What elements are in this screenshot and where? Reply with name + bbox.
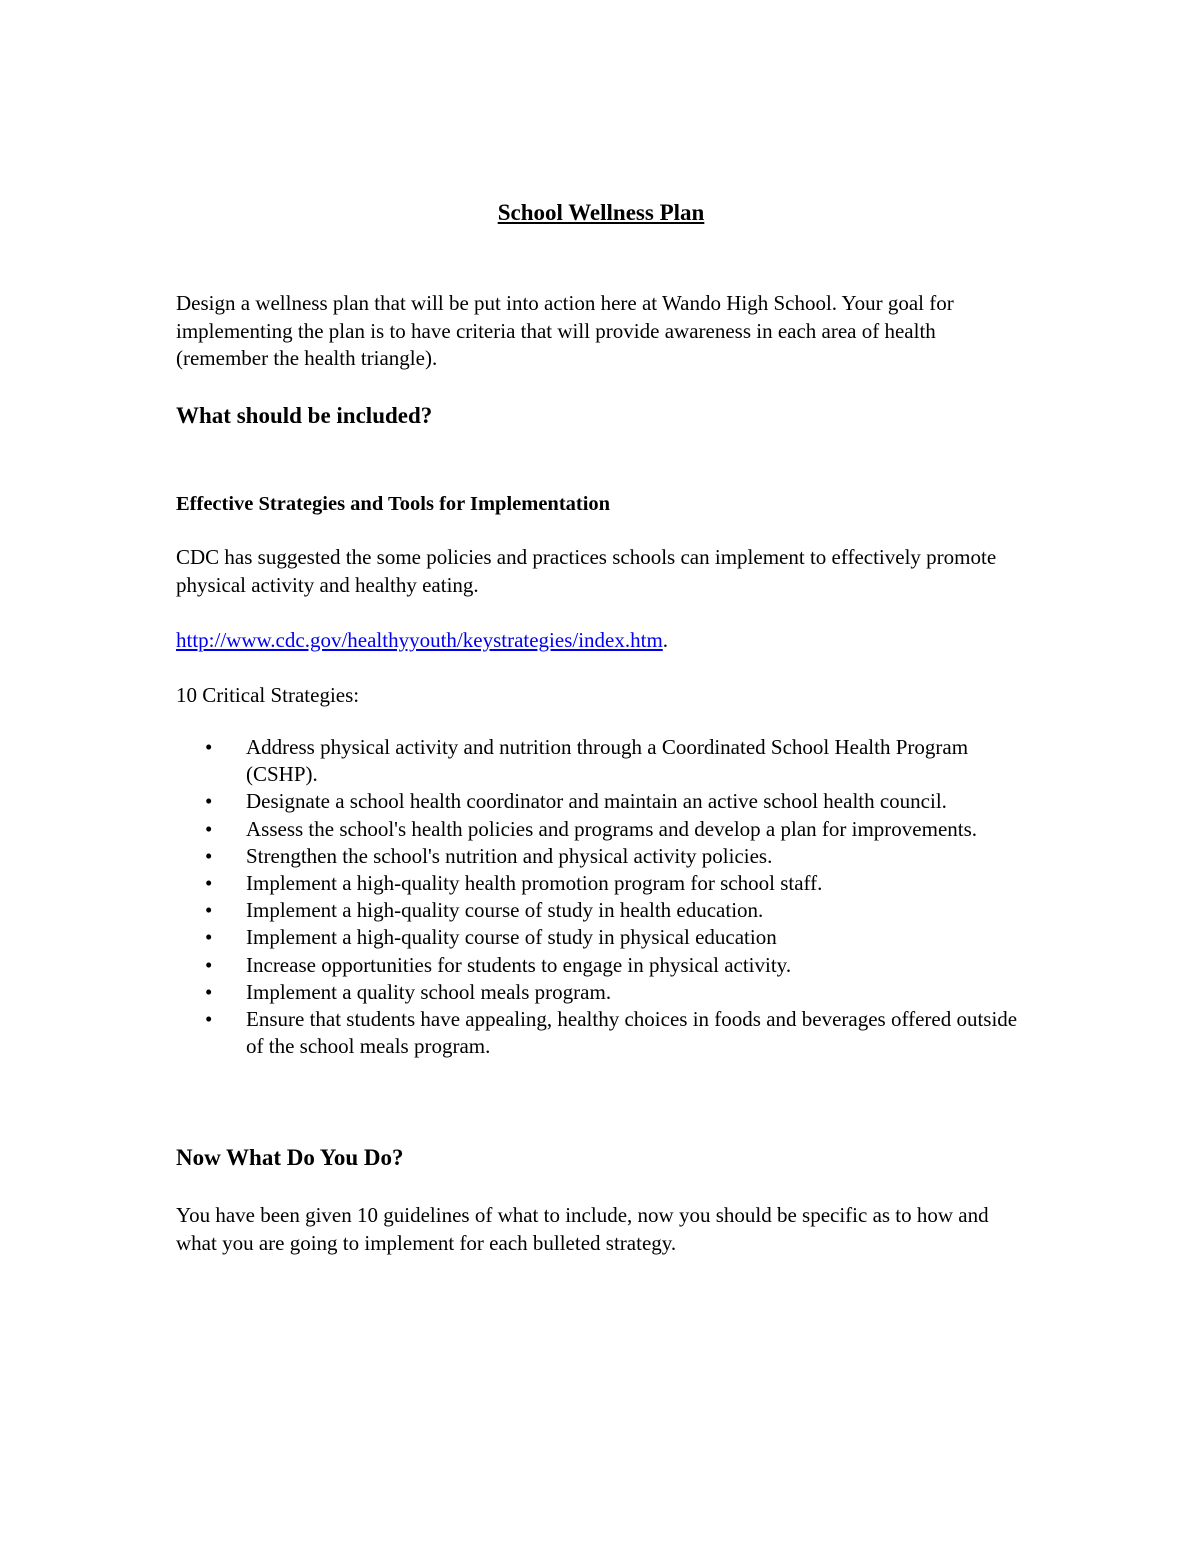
bullet-icon: • [205,843,213,868]
list-item [176,924,1026,951]
critical-strategies-label: 10 Critical Strategies: [176,683,360,707]
strategy-text: Strengthen the school's nutrition and physical activity policies. [246,843,773,868]
list-item [176,897,1026,924]
bullet-icon: • [205,735,213,759]
bullet-icon: • [205,871,213,896]
list-item [176,734,1026,788]
bullet-icon: • [205,789,213,814]
link-suffix: . [662,628,669,652]
subsection-heading-strategies: Effective Strategies and Tools for Implementation [176,493,611,515]
bullet-icon: • [205,816,213,841]
section-heading-now: Now What Do You Do? [176,1145,404,1170]
intro-paragraph: Design a wellness plan that will be put into action here at Wando High School. Your goal for implementing the plan is to have criteria that will provide awareness in each area of health (remember the health triangle). [176,291,954,370]
bullet-icon: • [205,979,213,1004]
list-item [176,979,1026,1006]
strategy-text: Implement a quality school meals program. [246,979,612,1004]
list-item [176,843,1026,870]
strategy-text: Implement a high-quality health promotion program for school staff. [246,871,823,896]
cdc-strategies-link[interactable]: http://www.cdc.gov/healthyyouth/keystrategies/index.htm [176,628,663,652]
strategy-text: Increase opportunities for students to engage in physical activity. [246,952,792,977]
document-page [176,0,1026,1553]
strategy-text: Ensure that students have appealing, healthy choices in foods and beverages offered outside of the school meals program. [246,1007,1018,1059]
list-item [176,952,1026,979]
bullet-icon: • [205,1007,213,1032]
strategy-text: Implement a high-quality course of study in health education. [246,898,764,923]
outro-paragraph: You have been given 10 guidelines of what to include, now you should be specific as to how and what you are going to implement for each bulleted strategy. [176,1203,989,1255]
list-item [176,788,1026,815]
cdc-paragraph: CDC has suggested the some policies and practices schools can implement to effectively promote physical activity and healthy eating. [176,545,997,597]
bullet-icon: • [205,952,213,977]
strategy-text: Implement a high-quality course of study in physical education [246,925,777,950]
strategy-text: Assess the school's health policies and programs and develop a plan for improvements. [246,816,978,841]
strategies-list [176,734,1026,1060]
bullet-icon: • [205,925,213,950]
list-item [176,870,1026,897]
bullet-icon: • [205,898,213,923]
section-heading-included: What should be included? [176,403,433,428]
document-title: School Wellness Plan [497,200,705,225]
list-item [176,816,1026,843]
link-line [176,626,1026,654]
list-item [176,1006,1026,1060]
strategy-text: Designate a school health coordinator and maintain an active school health council. [246,789,947,814]
strategy-text: Address physical activity and nutrition through a Coordinated School Health Program (CSHP). [246,735,969,787]
